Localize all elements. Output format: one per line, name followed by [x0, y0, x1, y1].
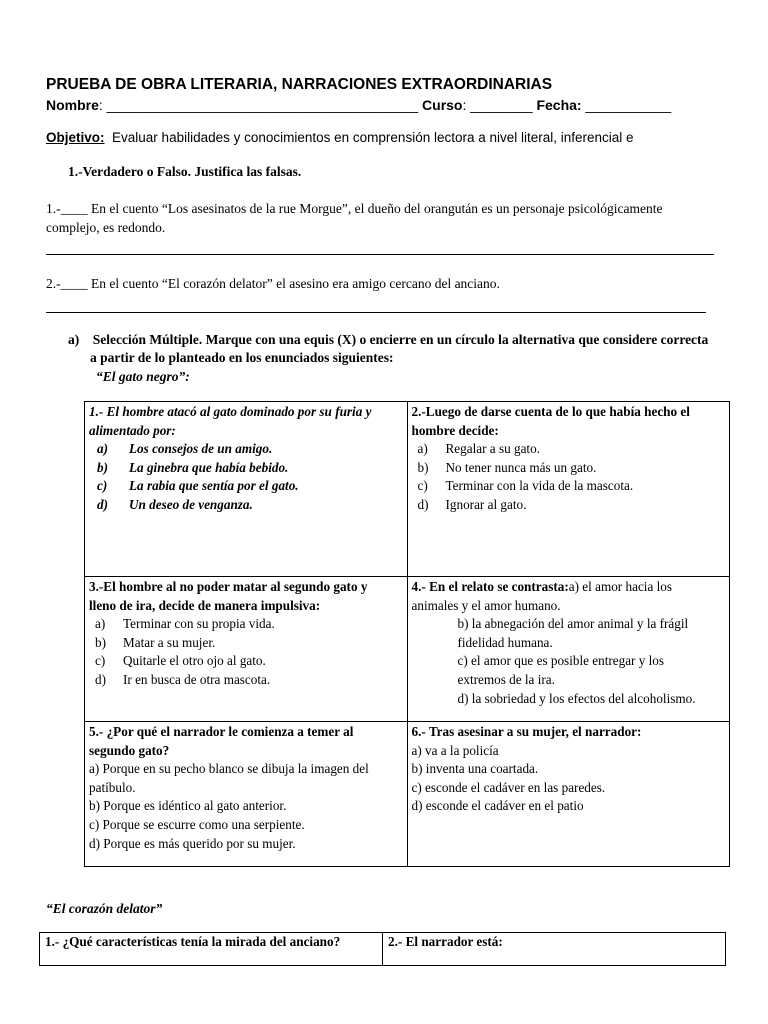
tf-question-1-cont: complejo, es redondo. [46, 220, 166, 235]
section-title-rest: . Marque con una equis (X) o encierre en un círculo la alternativa que considere correcta [198, 332, 709, 347]
questions-table-corazon-delator [39, 932, 726, 966]
page-title: PRUEBA DE OBRA LITERARIA, NARRACIONES EXTRAORDINARIAS [46, 76, 553, 93]
option-b[interactable]: b) La ginebra que había bebido. [97, 459, 289, 475]
tf-answer-line-2[interactable] [46, 312, 706, 313]
curso-label: Curso [422, 97, 463, 113]
question-stem: 2.-Luego de darse cuenta de lo que había hecho el [411, 404, 690, 419]
tf-question-2: 2.-____ En el cuento “El corazón delator” el asesino era amigo cercano del anciano. [46, 276, 500, 291]
question-stem: 5.- ¿Por qué el narrador le comienza a temer al [89, 724, 354, 739]
nombre-label: Nombre [46, 97, 99, 113]
option-d[interactable]: d) esconde el cadáver en el patio [411, 798, 584, 814]
option-d[interactable]: d) Ir en busca de otra mascota. [95, 671, 271, 687]
option-a-cont: patíbulo. [89, 779, 136, 795]
question-stem: 4.- En el relato se contrasta:a) el amor hacia los [411, 579, 673, 594]
option-b[interactable]: b) la abnegación del amor animal y la frágil [457, 616, 689, 632]
section-multiple-choice-title [68, 332, 708, 348]
fecha-field[interactable]: ___________ [581, 97, 672, 113]
objective [46, 130, 634, 145]
option-c[interactable]: c) Quitarle el otro ojo al gato. [95, 653, 266, 669]
option-a[interactable]: a) va a la policía [411, 742, 499, 758]
option-c[interactable]: c) esconde el cadáver en las paredes. [411, 779, 606, 795]
option-d[interactable]: d) Porque es más querido por su mujer. [89, 835, 296, 851]
question-cell-2: 2.- El narrador está: [383, 933, 726, 966]
objective-label: Objetivo: [46, 130, 105, 145]
question-stem: 3.-El hombre al no poder matar al segundo gato y [89, 579, 368, 594]
question-stem-cont: animales y el amor humano. [411, 597, 561, 613]
question-stem-cont: alimentado por: [89, 422, 176, 438]
question-cell-6 [407, 722, 730, 867]
question-stem-cont: segundo gato? [89, 742, 170, 758]
question-stem-cont: hombre decide: [411, 422, 499, 438]
option-c[interactable]: c) Porque se escurre como una serpiente. [89, 816, 305, 832]
option-b[interactable]: b) Matar a su mujer. [95, 634, 216, 650]
objective-text: Evaluar habilidades y conocimientos en comprensión lectora a nivel literal, inferencial e [112, 130, 634, 145]
option-a[interactable]: a) Regalar a su gato. [417, 441, 540, 457]
story-title-corazon-delator: “El corazón delator” [46, 901, 163, 916]
tf-answer-line-1[interactable] [46, 254, 714, 255]
option-c[interactable]: c) el amor que es posible entregar y los [457, 653, 665, 669]
question-stem: 1.- El hombre atacó al gato dominado por su furia y [89, 404, 372, 419]
question-stem: 6.- Tras asesinar a su mujer, el narrador: [411, 724, 642, 739]
questions-table-gato-negro [84, 401, 730, 867]
section-true-false-title: 1.-Verdadero o Falso. Justifica las falsas. [68, 164, 302, 179]
option-a[interactable]: a) Terminar con su propia vida. [95, 616, 275, 632]
option-a[interactable]: a) Porque en su pecho blanco se dibuja la imagen del [89, 761, 369, 777]
option-c-cont: extremos de la ira. [457, 671, 555, 687]
section-title-bold: Selección Múltiple [92, 332, 199, 347]
nombre-field[interactable]: : ________________________________________ [98, 97, 423, 113]
question-cell-1: 1.- ¿Qué características tenía la mirada del anciano? [40, 933, 383, 966]
question-cell-2 [407, 402, 730, 577]
tf-question-1: 1.-____ En el cuento “Los asesinatos de la rue Morgue”, el dueño del orangután es un personaje psicológicamente [46, 201, 663, 216]
fecha-label: Fecha: [536, 97, 582, 113]
curso-field[interactable]: : ________ [462, 97, 537, 113]
student-info-line [46, 97, 671, 113]
question-cell-5 [85, 722, 408, 867]
question-cell-1 [85, 402, 408, 577]
section-title-line2: a partir de lo planteado en los enunciados siguientes: [90, 350, 394, 365]
option-c[interactable]: c) Terminar con la vida de la mascota. [417, 478, 634, 494]
question-cell-4 [407, 577, 730, 722]
option-b-cont: fidelidad humana. [457, 634, 553, 650]
question-cell-3 [85, 577, 408, 722]
option-d[interactable]: d) Ignorar al gato. [417, 496, 527, 512]
option-a[interactable]: a) Los consejos de un amigo. [97, 441, 273, 457]
option-c[interactable]: c) La rabia que sentía por el gato. [97, 478, 299, 494]
option-b[interactable]: b) Porque es idéntico al gato anterior. [89, 798, 287, 814]
option-b[interactable]: b) No tener nunca más un gato. [417, 459, 597, 475]
option-d[interactable]: d) Un deseo de venganza. [97, 496, 253, 512]
option-b[interactable]: b) inventa una coartada. [411, 761, 539, 777]
story-title-gato-negro: “El gato negro”: [96, 369, 190, 384]
section-prefix: a) [68, 332, 80, 347]
option-d[interactable]: d) la sobriedad y los efectos del alcoholismo. [457, 690, 696, 706]
question-stem-cont: lleno de ira, decide de manera impulsiva: [89, 597, 321, 613]
